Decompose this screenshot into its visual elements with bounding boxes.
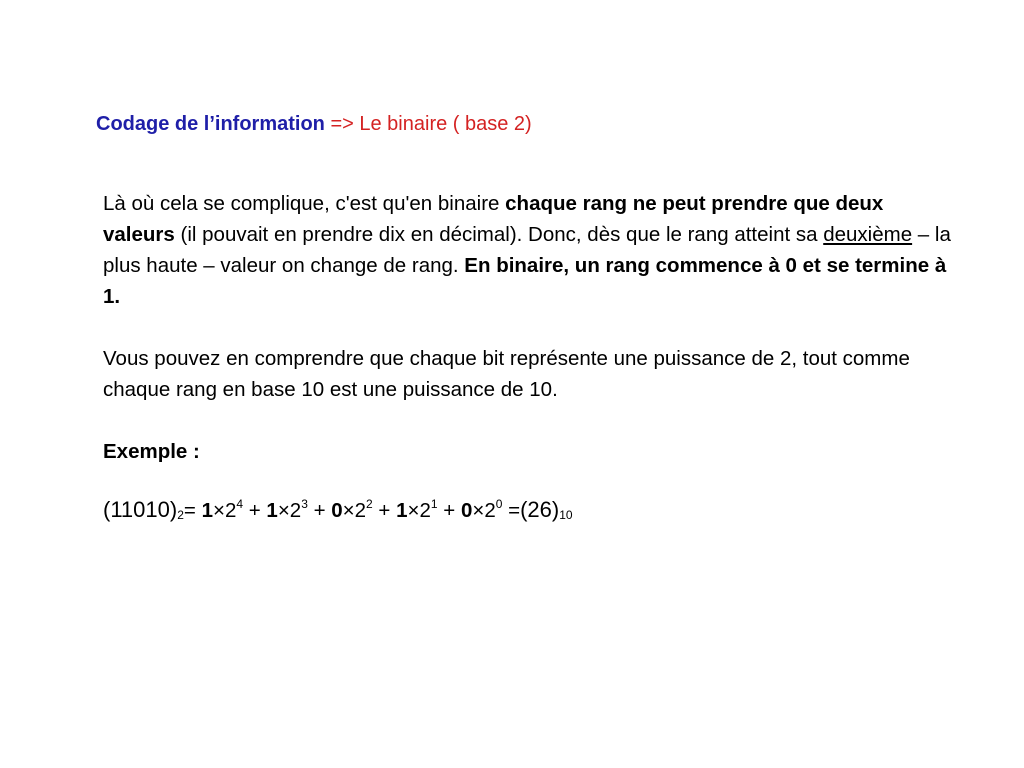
p1-text-1: Là où cela se complique, c'est qu'en binaire [103,192,506,215]
slide-title [96,110,532,138]
term-sep: = [502,499,521,522]
p1-bold-1: chaque rang ne peut prendre que deux valeurs [103,192,884,246]
term-base: ×2 [277,499,302,522]
formula-lhs-base: 2 [177,508,184,522]
formula-rhs: (26) [520,497,560,522]
formula-equals: = [183,499,202,522]
term-exp: 4 [236,497,244,511]
paragraph-powers: Vous pouvez en comprendre que chaque bit représente une puissance de 2, tout comme chaque rang en base 10 est une puissance de 10. [103,347,910,401]
term-exp: 1 [430,497,438,511]
term-base: ×2 [407,499,431,522]
term-base: ×2 [342,499,367,522]
term-exp: 0 [495,497,503,511]
formula-lhs: (11010) [103,497,178,522]
p1-underlined: deuxième [823,223,913,246]
example-formula [103,487,953,532]
term-sep: + [307,499,332,522]
p1-text-2: (il pouvait en prendre dix en décimal). Donc, dès que le rang atteint sa [174,223,824,246]
term-sep: + [372,499,397,522]
formula-rhs-base: 10 [559,508,573,522]
term-digit: 0 [460,499,473,522]
slide-body [103,188,953,532]
term-digit: 0 [331,499,343,522]
title-main: Codage de l’information [96,113,325,135]
paragraph-binary-rank [103,188,953,312]
term-base: ×2 [212,499,237,522]
title-subtitle: => Le binaire ( base 2) [324,113,532,135]
p1-bold-2: En binaire, un rang commence à 0 et se termine à 1. [103,254,947,308]
term-sep: + [243,499,267,522]
p1-text-3: – la plus haute – valeur on change de rang. [103,223,951,277]
example-label: Exemple : [103,440,200,463]
term-digit: 1 [201,499,213,522]
term-exp: 2 [366,497,373,511]
term-sep: + [437,499,461,522]
term-base: ×2 [472,499,496,522]
term-digit: 1 [266,499,278,522]
term-digit: 1 [396,499,408,522]
term-exp: 3 [301,497,308,511]
